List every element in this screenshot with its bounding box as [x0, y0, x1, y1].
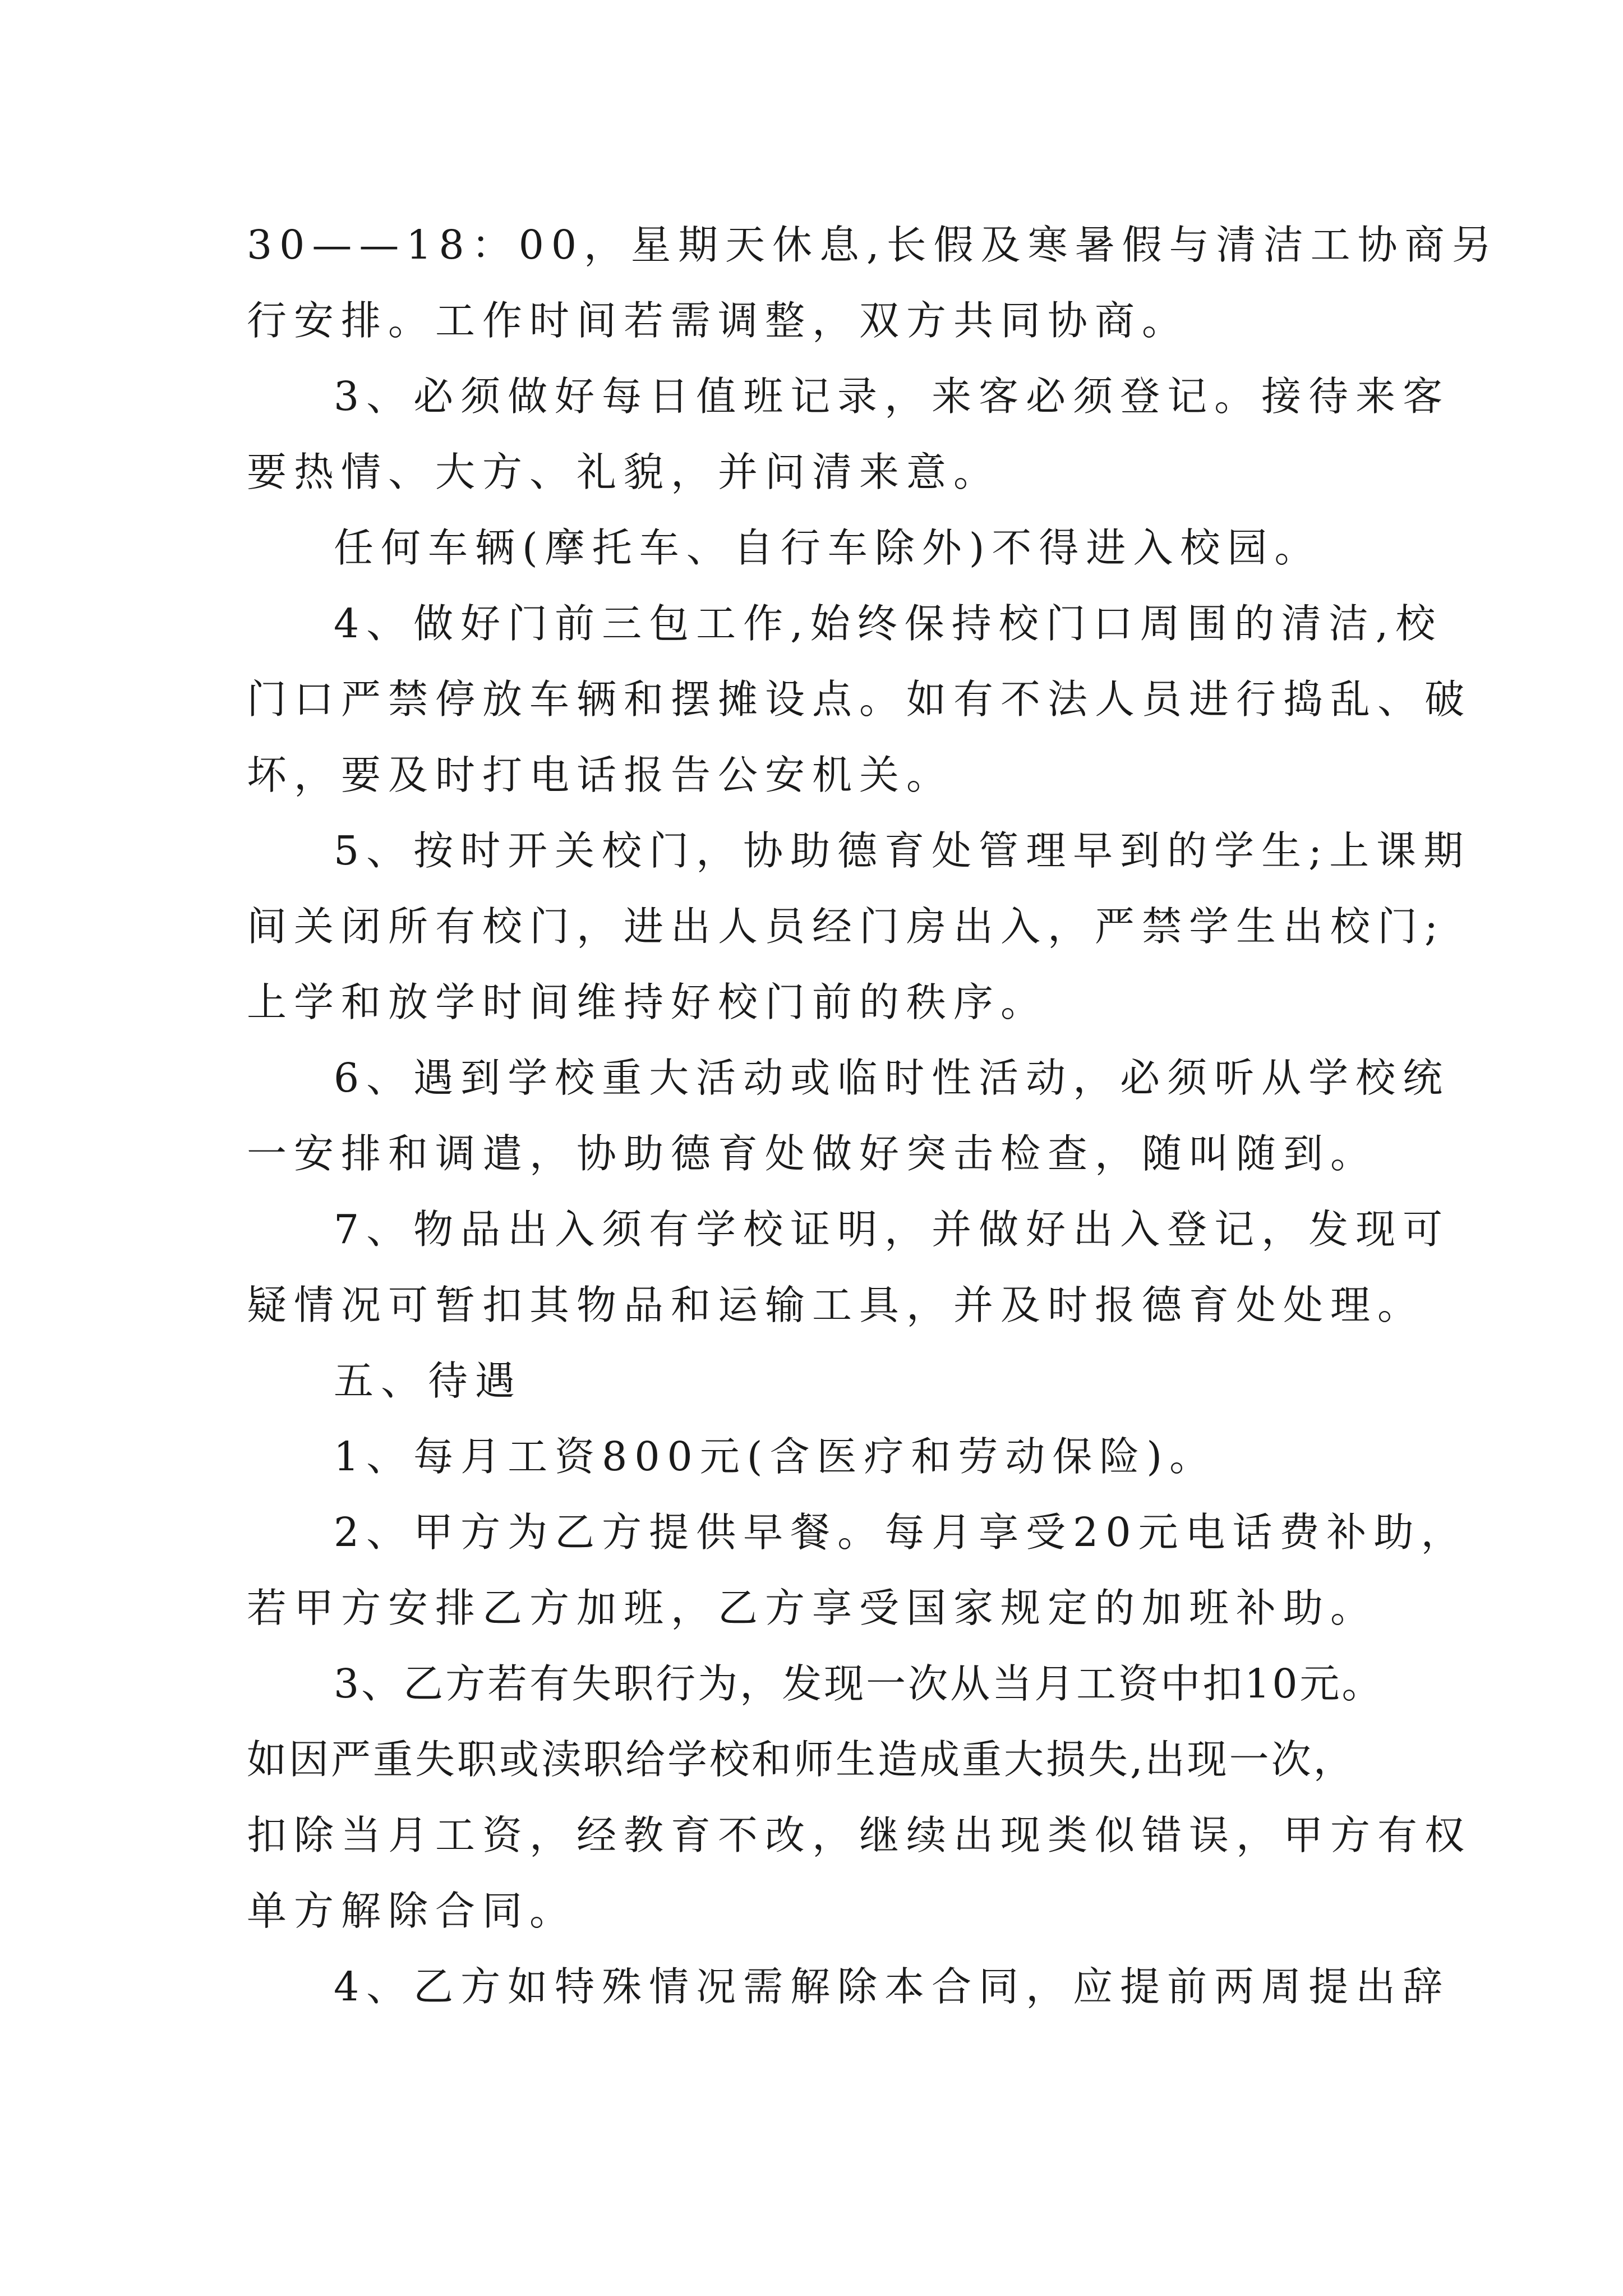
clause-3-line: 3、必须做好每日值班记录，来客必须登记。接待来客	[334, 373, 1450, 420]
text-line: 门口严禁停放车辆和摆摊设点。如有不法人员进行捣乱、破	[247, 676, 1472, 723]
text-line: 行安排。工作时间若需调整，双方共同协商。	[247, 297, 1189, 344]
benefit-4-line: 4、乙方如特殊情况需解除本合同，应提前两周提出辞	[334, 1963, 1450, 2010]
text-line: 若甲方安排乙方加班，乙方享受国家规定的加班补助。	[247, 1585, 1378, 1631]
text-line: 间关闭所有校门，进出人员经门房出入，严禁学生出校门;	[247, 903, 1445, 950]
clause-7-line: 7、物品出入须有学校证明，并做好出入登记，发现可	[334, 1206, 1450, 1253]
section-heading: 五、待遇	[334, 1358, 523, 1404]
text-line: 扣除当月工资，经教育不改，继续出现类似错误，甲方有权	[247, 1812, 1472, 1858]
text-line: 一安排和调遣，协助德育处做好突击检查，随叫随到。	[247, 1130, 1378, 1177]
text-line: 上学和放学时间维持好校门前的秩序。	[247, 979, 1048, 1025]
clause-6-line: 6、遇到学校重大活动或临时性活动，必须听从学校统	[334, 1055, 1450, 1101]
vehicle-rule-line: 任何车辆(摩托车、自行车除外)不得进入校园。	[334, 524, 1322, 571]
benefit-3-line: 3、乙方若有失职行为，发现一次从当月工资中扣10元。	[334, 1660, 1384, 1707]
text-line: 如因严重失职或渎职给学校和师生造成重大损失,出现一次，	[247, 1736, 1355, 1783]
benefit-1-line: 1、每月工资800元(含医疗和劳动保险)。	[334, 1433, 1217, 1480]
clause-5-line: 5、按时开关校门，协助德育处管理早到的学生;上课期	[334, 827, 1471, 874]
clause-4-line: 4、做好门前三包工作,始终保持校门口周围的清洁,校	[334, 600, 1443, 647]
text-line: 坏，要及时打电话报告公安机关。	[247, 752, 954, 798]
benefit-2-line: 2、甲方为乙方提供早餐。每月享受20元电话费补助，	[334, 1509, 1468, 1556]
text-line: 疑情况可暂扣其物品和运输工具，并及时报德育处处理。	[247, 1282, 1425, 1328]
text-line: 30——18：00，星期天休息,长假及寒暑假与清洁工协商另	[247, 222, 1499, 268]
text-line: 要热情、大方、礼貌，并问清来意。	[247, 449, 1001, 495]
text-line: 单方解除合同。	[247, 1888, 577, 1934]
